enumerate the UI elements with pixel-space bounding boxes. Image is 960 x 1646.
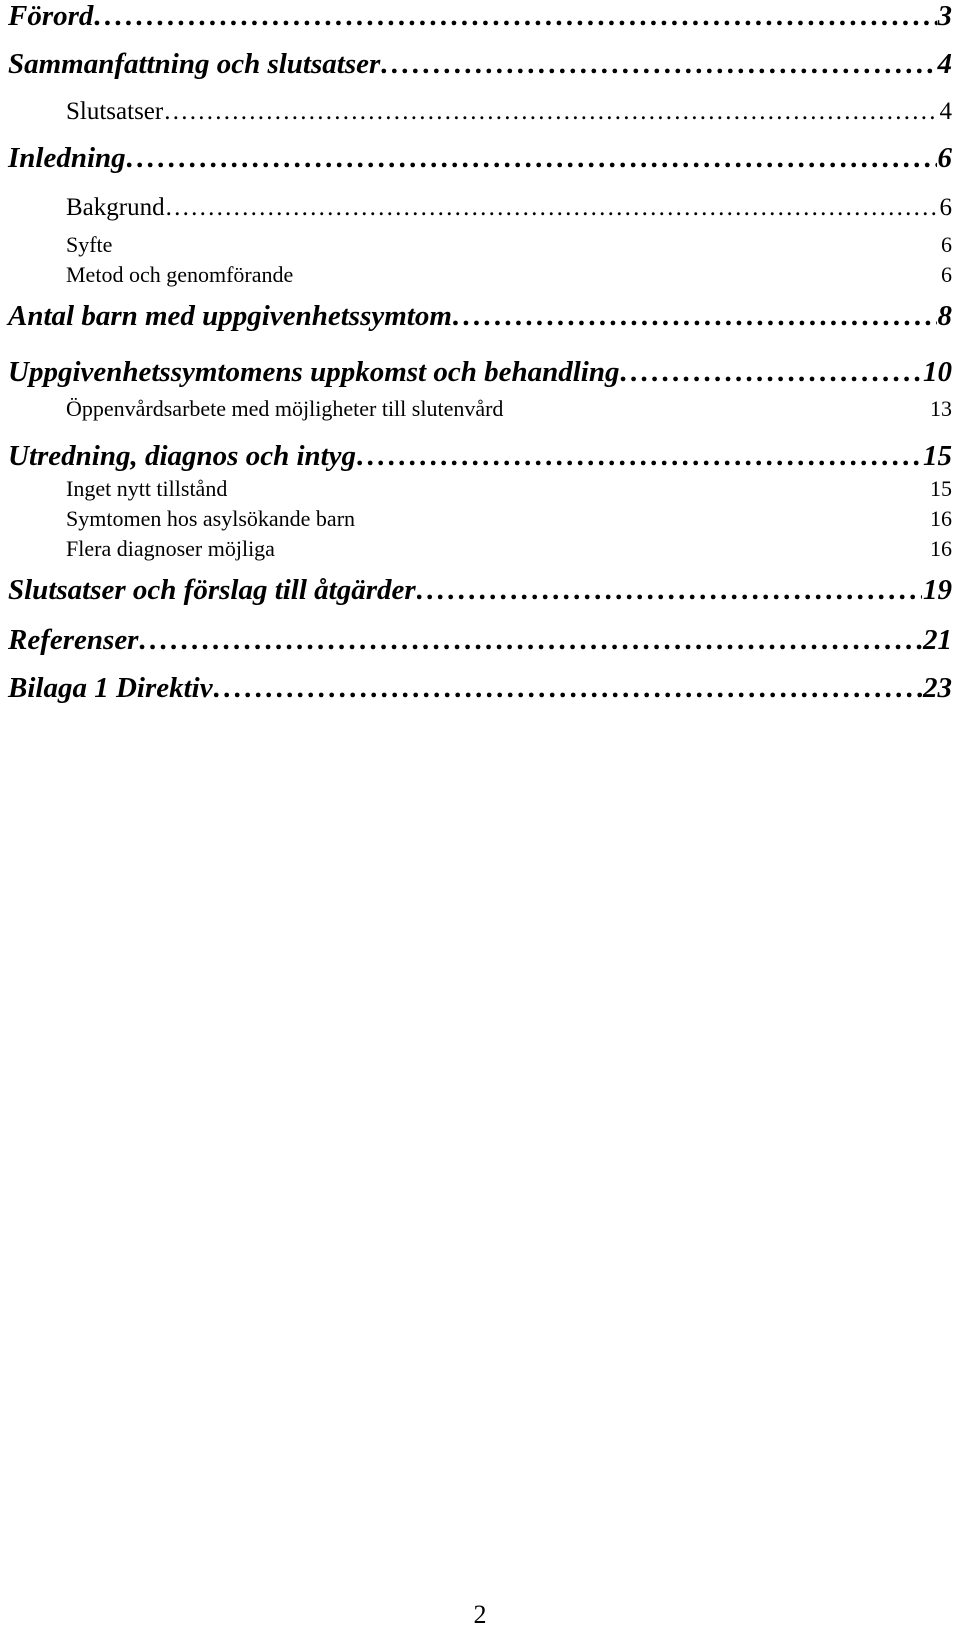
toc-entry-title: Öppenvårdsarbete med möjligheter till slutenvård xyxy=(66,396,504,421)
toc-entry-title: Bakgrund xyxy=(66,194,165,221)
dot-leader xyxy=(139,624,922,657)
toc-entry-title: Syfte xyxy=(66,232,113,257)
toc-entry-title: Inget nytt tillstånd xyxy=(66,476,228,501)
toc-entry-sammanfattning[interactable] xyxy=(8,48,952,81)
toc-entry-title: Uppgivenhetssymtomens uppkomst och behandling xyxy=(8,356,620,388)
toc-entry-referenser[interactable] xyxy=(8,624,952,657)
toc-entry-page: 10 xyxy=(923,356,952,388)
toc-entry-page: 15 xyxy=(923,440,952,472)
toc-entry-page: 6 xyxy=(941,232,952,257)
toc-entry-page: 19 xyxy=(923,574,952,606)
toc-entry-page: 4 xyxy=(939,98,952,125)
toc-entry-title: Slutsatser xyxy=(66,98,164,125)
toc-entry-title: Metod och genomförande xyxy=(66,262,294,287)
toc-entry-flera-diagnoser[interactable] xyxy=(8,536,952,562)
toc-entry-slutsatser-sub[interactable] xyxy=(8,98,952,126)
dot-leader xyxy=(620,356,922,389)
dot-leader xyxy=(166,194,939,222)
toc-entry-syfte[interactable] xyxy=(8,232,952,258)
toc-entry-bakgrund[interactable] xyxy=(8,194,952,222)
toc-entry-oppenvard[interactable] xyxy=(8,396,952,422)
toc-entry-page: 6 xyxy=(941,262,952,287)
toc-entry-title: Flera diagnoser möjliga xyxy=(66,536,275,561)
dot-leader xyxy=(417,574,922,607)
toc-entry-title: Antal barn med uppgivenhetssymtom xyxy=(8,300,452,332)
dot-leader xyxy=(164,98,938,126)
toc-entry-antal-barn[interactable] xyxy=(8,300,952,333)
toc-entry-page: 15 xyxy=(930,476,952,501)
toc-entry-page: 21 xyxy=(923,624,952,656)
page-number: 2 xyxy=(473,1600,487,1629)
toc-entry-bilaga[interactable] xyxy=(8,672,952,705)
toc-entry-title: Förord xyxy=(8,0,94,32)
toc-entry-title: Inledning xyxy=(8,142,126,174)
toc-entry-uppkomst[interactable] xyxy=(8,356,952,389)
toc-entry-title: Sammanfattning och slutsatser xyxy=(8,48,381,80)
toc-entry-page: 13 xyxy=(930,396,952,421)
dot-leader xyxy=(357,440,922,473)
toc-entry-title: Referenser xyxy=(8,624,139,656)
toc-entry-title: Slutsatser och förslag till åtgärder xyxy=(8,574,416,606)
toc-entry-inget-nytt[interactable] xyxy=(8,476,952,502)
toc-entry-page: 16 xyxy=(930,506,952,531)
toc-entry-page: 4 xyxy=(937,48,952,80)
toc-entry-page: 3 xyxy=(937,0,952,32)
dot-leader xyxy=(453,300,937,333)
dot-leader xyxy=(127,142,937,175)
toc-entry-forord[interactable] xyxy=(8,0,952,33)
toc-entry-page: 23 xyxy=(923,672,952,704)
toc-entry-symtomen[interactable] xyxy=(8,506,952,532)
toc-entry-page: 8 xyxy=(937,300,952,332)
toc-entry-metod[interactable] xyxy=(8,262,952,288)
dot-leader xyxy=(94,0,936,33)
toc-entry-title: Symtomen hos asylsökande barn xyxy=(66,506,356,531)
toc-entry-page: 6 xyxy=(939,194,952,221)
toc-entry-title: Bilaga 1 Direktiv xyxy=(8,672,213,704)
toc-entry-utredning[interactable] xyxy=(8,440,952,473)
toc-entry-slutsatser-forslag[interactable] xyxy=(8,574,952,607)
toc-entry-title: Utredning, diagnos och intyg xyxy=(8,440,357,472)
dot-leader xyxy=(381,48,936,81)
toc-entry-page: 6 xyxy=(937,142,952,174)
toc-entry-inledning[interactable] xyxy=(8,142,952,175)
dot-leader xyxy=(214,672,922,705)
toc-entry-page: 16 xyxy=(930,536,952,561)
